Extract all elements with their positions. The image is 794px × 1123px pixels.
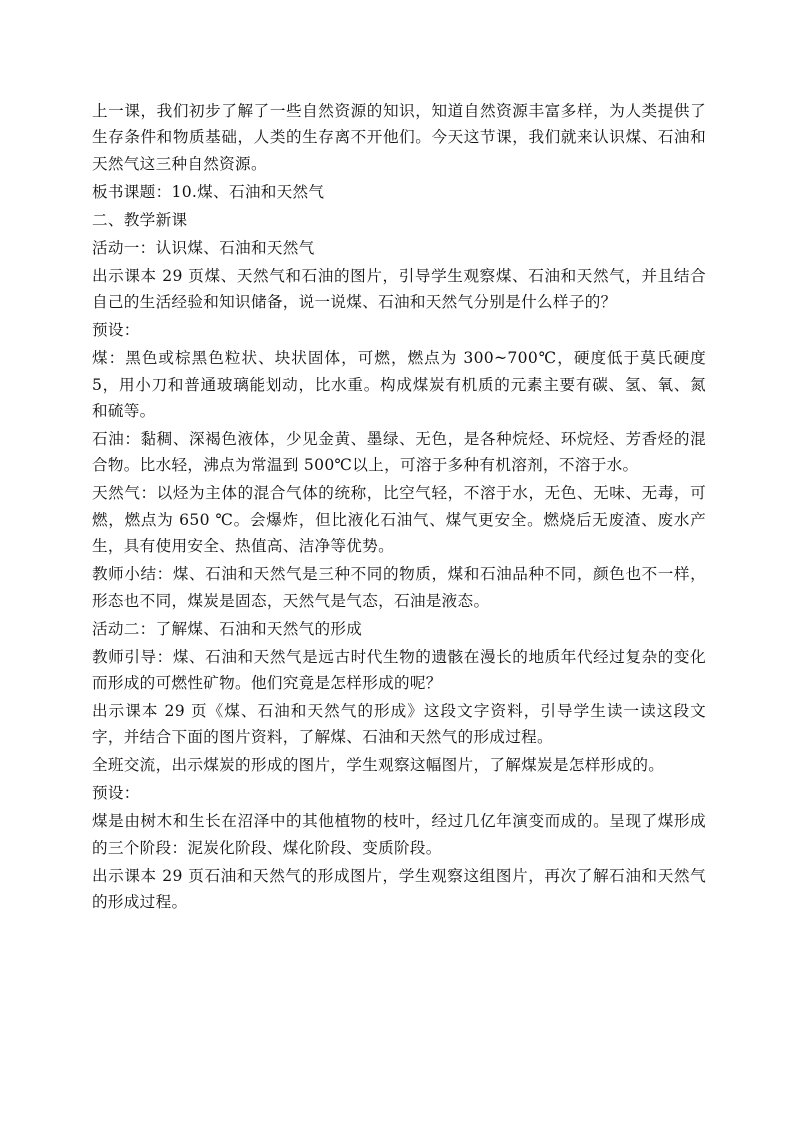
- reading-instruction: 出示课本 29 页《煤、石油和天然气的形成》这段文字资料，引导学生读一读这段文字，并结合下面的图片资料，了解煤、石油和天然气的形成过程。: [92, 702, 706, 747]
- teacher-summary: 教师小结：煤、石油和天然气是三种不同的物质，煤和石油品种不同，颜色也不一样，形态也不同，煤炭是固态，天然气是气态，石油是液态。: [92, 565, 706, 610]
- activity-one-heading: 活动一：认识煤、石油和天然气: [92, 238, 315, 257]
- board-title-line: 板书课题：10.煤、石油和天然气: [92, 182, 325, 201]
- activity-two-heading: 活动二：了解煤、石油和天然气的形成: [92, 619, 363, 638]
- oil-gas-formation-instruction: 出示课本 29 页石油和天然气的形成图片，学生观察这组图片，再次了解石油和天然气的形成过程。: [92, 866, 706, 912]
- preset-label-2: 预设：: [92, 784, 140, 803]
- petroleum-description: 石油：黏稠、深褐色液体，少见金黄、墨绿、无色，是各种烷烃、环烷烃、芳香烃的混合物。比水轻，沸点为常温到 500℃以上，可溶于多种有机溶剂，不溶于水。: [92, 430, 706, 475]
- coal-description: 煤：黑色或棕黑色粒状、块状固体，可燃，燃点为 300~700℃，硬度低于莫氏硬度 5，用小刀和普通玻璃能划动，比水重。构成煤炭有机质的元素主要有碳、氢、氧、氮和硫等。: [92, 349, 706, 421]
- section-heading: 二、教学新课: [92, 210, 188, 229]
- preset-label: 预设：: [92, 321, 140, 340]
- teacher-guidance: 教师引导：煤、石油和天然气是远古时代生物的遗骸在漫长的地质年代经过复杂的变化而形成的可燃性矿物。他们究竟是怎样形成的呢？: [92, 647, 706, 693]
- class-discussion: 全班交流，出示煤炭的形成的图片，学生观察这幅图片，了解煤炭是怎样形成的。: [92, 756, 665, 775]
- coal-formation-description: 煤是由树木和生长在沼泽中的其他植物的枝叶，经过几亿年演变而成的。呈现了煤形成的三个阶段：泥炭化阶段、煤化阶段、变质阶段。: [92, 812, 706, 857]
- activity-one-instruction: 出示课本 29 页煤、天然气和石油的图片，引导学生观察煤、石油和天然气，并且结合自己的生活经验和知识储备，说一说煤、石油和天然气分别是什么样子的？: [92, 266, 706, 312]
- natural-gas-description: 天然气：以烃为主体的混合气体的统称，比空气轻，不溶于水，无色、无味、无毒，可燃，燃点为 650 ℃。会爆炸，但比液化石油气、煤气更安全。燃烧后无废渣、废水产生，具有使用安全、热值高、洁净等优势。: [92, 484, 706, 556]
- intro-paragraph: 上一课，我们初步了解了一些自然资源的知识，知道自然资源丰富多样，为人类提供了生存条件和物质基础，人类的生存离不开他们。今天这节课，我们就来认识煤、石油和天然气这三种自然资源。: [92, 102, 706, 173]
- document-body: [92, 98, 706, 916]
